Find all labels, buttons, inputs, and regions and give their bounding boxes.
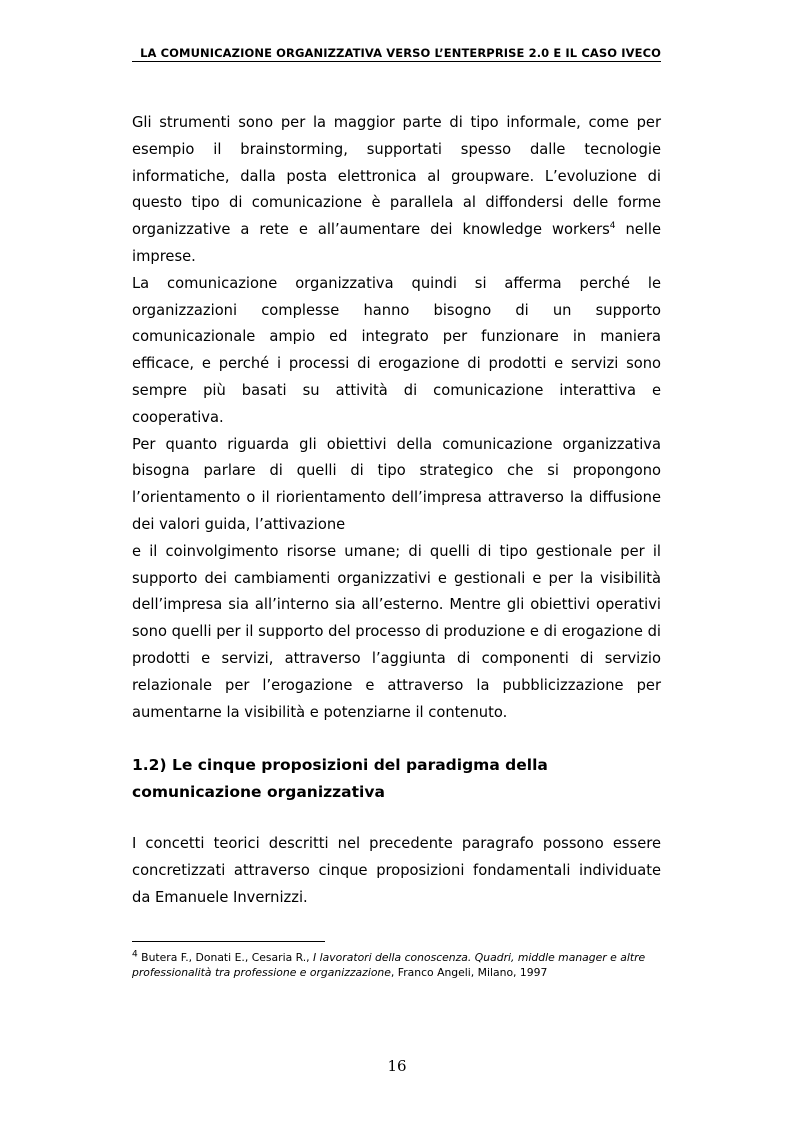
footnote-number: 4 (132, 949, 138, 960)
paragraph-objectives: Per quanto riguarda gli obiettivi della comunicazione organizzativa bisogna parlare di quelli di tipo strategico che si propongono l’orientamento o il riorientamento dell’impresa attraverso la diffusione dei valori guida, l’attivazione (132, 435, 661, 533)
paragraph-objectives-continued: e il coinvolgimento risorse umane; di quelli di tipo gestionale per il supporto dei cambiamenti organizzativi e gestionali e per la visibilità dell’impresa sia all’interno sia all’esterno. Mentre gli obiettivi operativi sono quelli per il supporto del processo di produzione e di erogazione di prodotti e servizi, attraverso l’aggiunta di componenti di servizio relazionale per l’erogazione e attraverso la pubblicizzazione per aumentarne la visibilità e potenziarne il contenuto. (132, 542, 661, 721)
running-header: LA COMUNICAZIONE ORGANIZZATIVA VERSO L’ENTERPRISE 2.0 E IL CASO IVECO (132, 46, 661, 62)
footnote-divider (132, 941, 325, 942)
section-heading: 1.2) Le cinque proposizioni del paradigma della comunicazione organizzativa (132, 756, 548, 801)
paragraph-affirmation: La comunicazione organizzativa quindi si afferma perché le organizzazioni complesse hanno bisogno di un supporto comunicazionale ampio ed integrato per funzionare in maniera efficace, e perché i processi di erogazione di prodotti e servizi sono sempre più basati su attività di comunicazione interattiva e cooperativa. (132, 274, 661, 426)
section-intro: I concetti teorici descritti nel precedente paragrafo possono essere concretizzati attraverso cinque proposizioni fondamentali individuate da Emanuele Invernizzi. (132, 835, 661, 906)
body-text (132, 110, 661, 726)
footnote: $^4$ Butera F., Donati E., Cesaria R., I lavoratori della conoscenza. Quadri, middle manager e altre professionalità tra professione e organizzazione, Franco Angeli, Milano, 1997 (132, 949, 646, 979)
footnote-reference: 4 (609, 221, 616, 232)
page-number: 16 (387, 1057, 407, 1075)
paragraph-tools: Gli strumenti sono per la maggior parte di tipo informale, come per esempio il brainstorming, supportati spesso dalle tecnologie informatiche, dalla posta elettronica al groupware. L’evoluzione di questo tipo di comunicazione è parallela al diffondersi delle forme organizzative a rete e all’aumentare dei knowledge workers$^4$ nelle imprese. (132, 114, 661, 265)
footnote-book-title: I lavoratori della conoscenza. Quadri, middle manager e altre professionalità tra professione e organizzazione (132, 951, 646, 979)
